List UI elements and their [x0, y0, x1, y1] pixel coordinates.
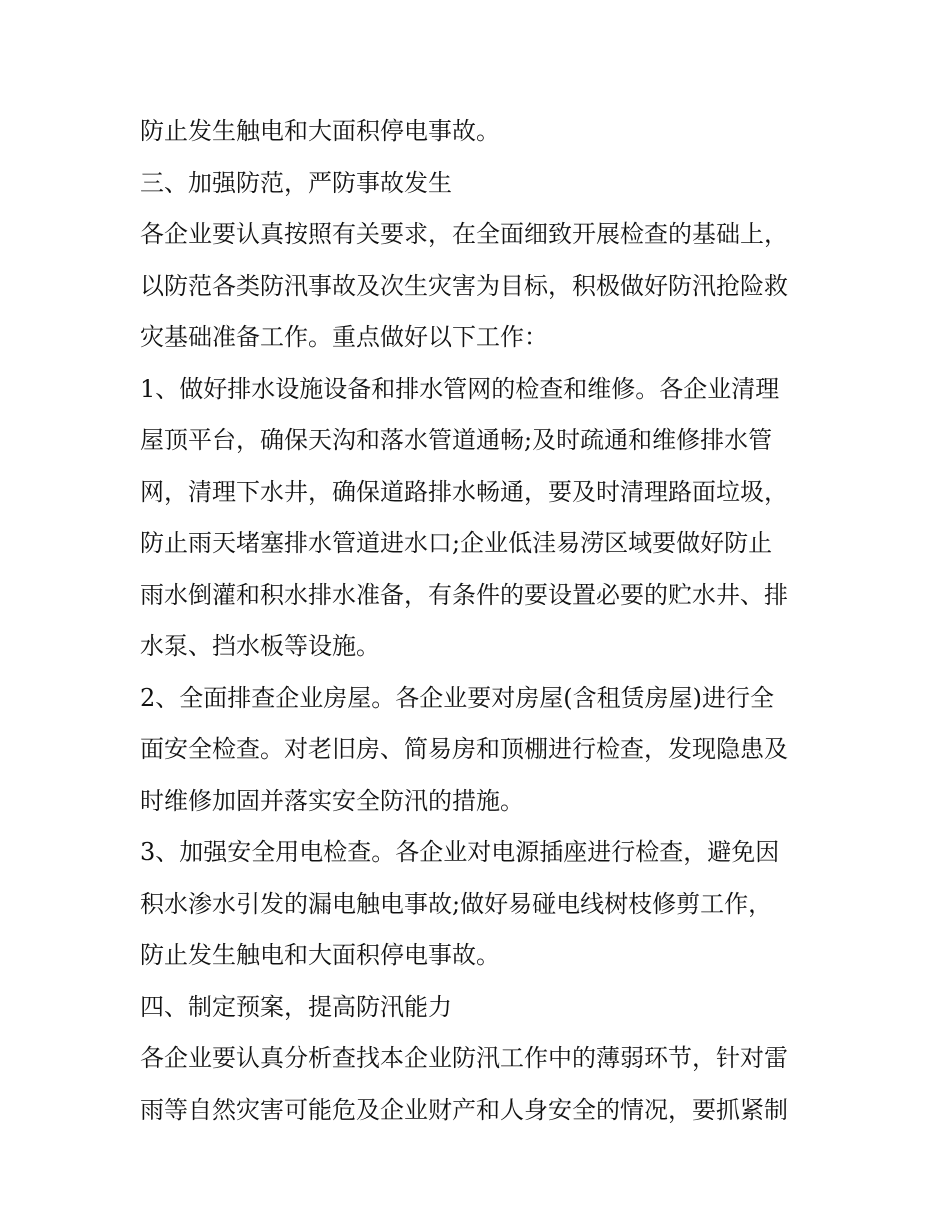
text-line: 各企业要认真分析查找本企业防汛工作中的薄弱环节，针对雷	[140, 1044, 788, 1072]
section-heading: 三、加强防范，严防事故发生	[140, 168, 452, 197]
text-line: 1、做好排水设施设备和排水管网的检查和维修。各企业清理	[140, 374, 780, 403]
text-line: 水泵、挡水板等设施。	[140, 632, 380, 660]
text-line: 雨水倒灌和积水排水准备，有条件的要设置必要的贮水井、排	[140, 580, 788, 609]
text-line: 积水渗水引发的漏电触电事故;做好易碰电线树枝修剪工作，	[140, 889, 773, 918]
text-line: 各企业要认真按照有关要求，在全面细致开展检查的基础上，	[140, 220, 788, 248]
text-line: 时维修加固并落实安全防汛的措施。	[140, 786, 524, 815]
text-line: 防止发生触电和大面积停电事故。	[140, 941, 500, 969]
text-line: 防止雨天堵塞排水管道进水口;企业低洼易涝区域要做好防止	[140, 529, 773, 557]
text-line: 3、加强安全用电检查。各企业对电源插座进行检查，避免因	[140, 838, 780, 866]
text-line: 2、全面排查企业房屋。各企业要对房屋(含租赁房屋)进行全	[140, 683, 774, 712]
text-line: 网，清理下水井，确保道路排水畅通，要及时清理路面垃圾，	[140, 477, 788, 506]
text-line: 屋顶平台，确保天沟和落水管道通畅;及时疏通和维修排水管	[140, 426, 773, 454]
text-line: 防止发生触电和大面积停电事故。	[140, 117, 500, 145]
text-line: 灾基础准备工作。重点做好以下工作：	[140, 323, 548, 351]
text-line: 面安全检查。对老旧房、简易房和顶棚进行检查，发现隐患及	[140, 735, 788, 763]
text-line: 雨等自然灾害可能危及企业财产和人身安全的情况，要抓紧制	[140, 1095, 788, 1124]
section-heading: 四、制定预案，提高防汛能力	[140, 992, 452, 1021]
document-body	[140, 106, 830, 1136]
text-line: 以防范各类防汛事故及次生灾害为目标，积极做好防汛抢险救	[140, 271, 788, 300]
